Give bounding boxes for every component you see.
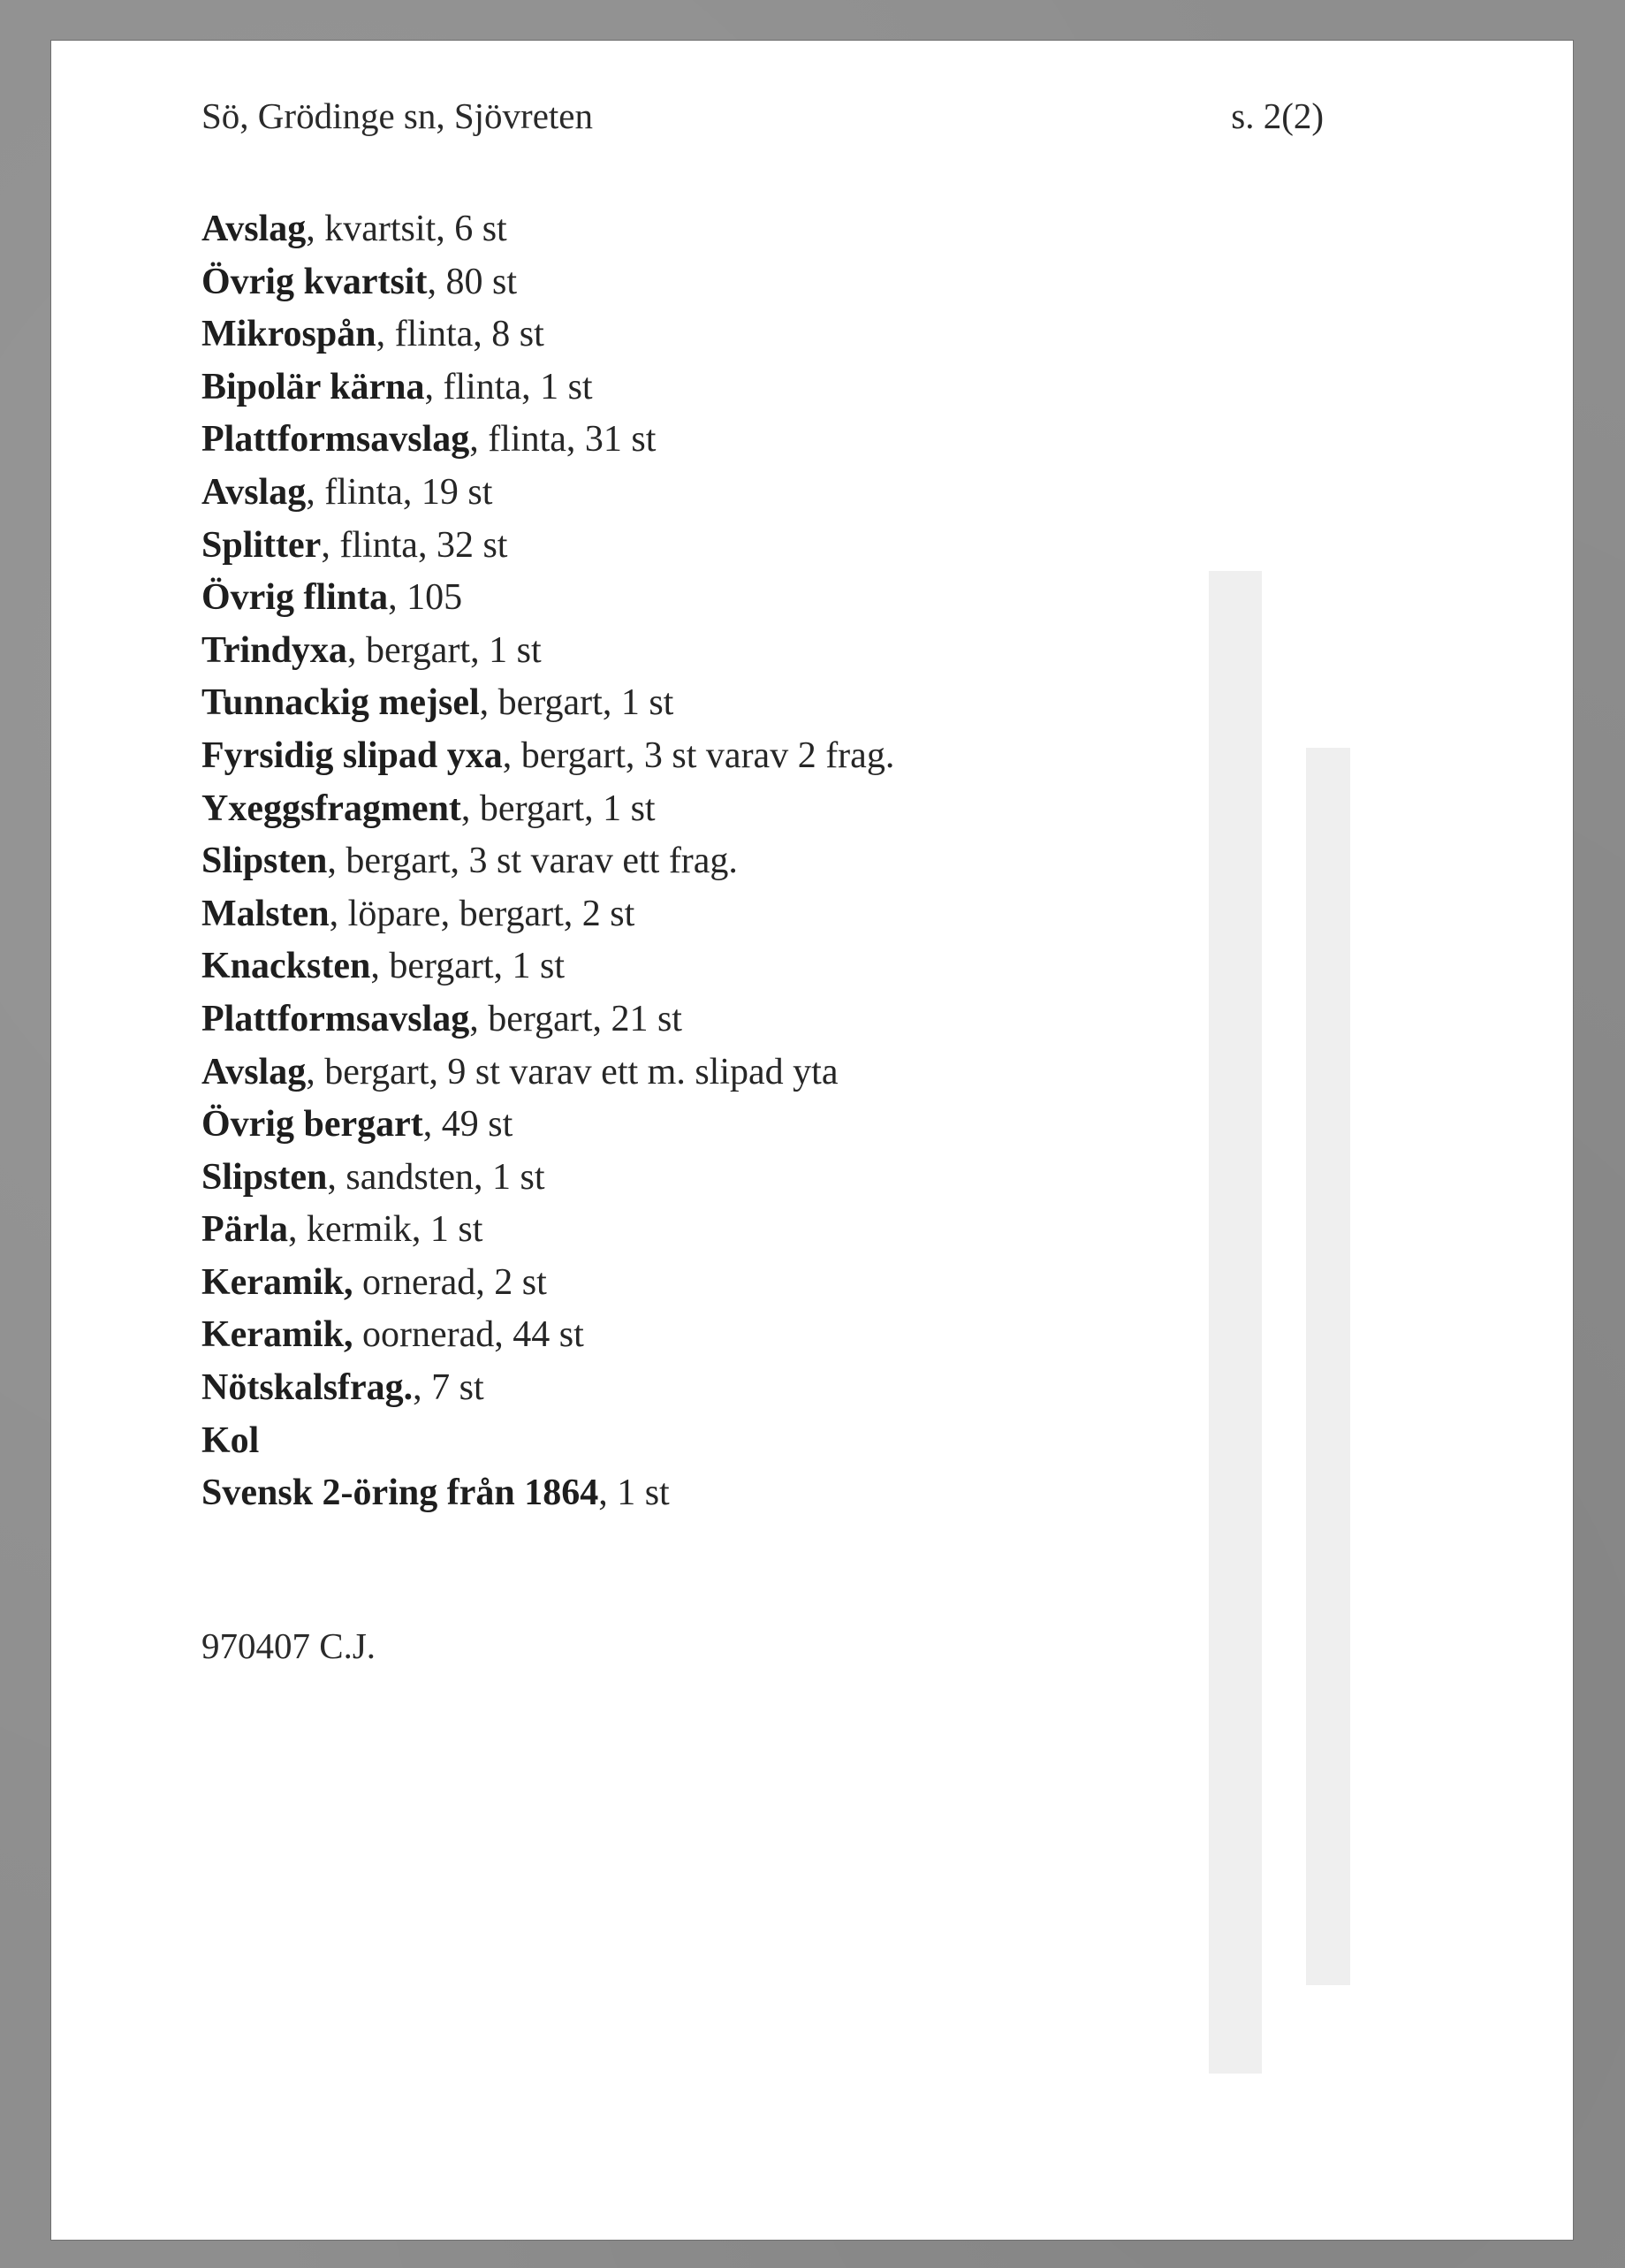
- item-detail: , löpare, bergart, 2 st: [329, 893, 635, 934]
- item-detail: , 49 st: [422, 1104, 513, 1145]
- list-item: [201, 256, 894, 309]
- item-name: Keramik,: [201, 1261, 353, 1303]
- list-item: [201, 677, 894, 730]
- list-item: [201, 730, 894, 783]
- item-detail: , 80 st: [427, 261, 517, 302]
- item-name: Kol: [201, 1419, 260, 1461]
- item-detail: , bergart, 3 st varav 2 frag.: [502, 734, 895, 776]
- item-detail: , flinta, 19 st: [306, 471, 493, 513]
- item-detail: , bergart, 1 st: [460, 788, 656, 829]
- list-item: [201, 940, 894, 993]
- date-signature: 970407 C.J.: [201, 1625, 376, 1666]
- item-name: Slipsten: [201, 1156, 328, 1198]
- item-detail: oornerad, 44 st: [353, 1314, 584, 1356]
- item-detail: ornerad, 2 st: [353, 1261, 547, 1303]
- item-name: Pärla: [201, 1209, 288, 1251]
- faint-watermark: [1173, 571, 1403, 2074]
- list-item: [201, 1309, 894, 1362]
- find-list: [201, 203, 894, 1520]
- item-detail: , 1 st: [598, 1473, 670, 1514]
- item-name: Bipolär kärna: [201, 366, 425, 407]
- item-name: Övrig kvartsit: [201, 261, 428, 302]
- item-name: Fyrsidig slipad yxa: [201, 734, 503, 776]
- list-item: [201, 1046, 894, 1100]
- item-name: Avslag: [201, 471, 307, 513]
- item-name: Avslag: [201, 1051, 307, 1092]
- header-page-number: s. 2(2): [1231, 95, 1324, 136]
- item-name: Tunnackig mejsel: [201, 682, 480, 724]
- list-item: [201, 414, 894, 467]
- item-detail: , flinta, 31 st: [469, 419, 657, 460]
- item-detail: , kermik, 1 st: [287, 1209, 483, 1251]
- list-item: [201, 1204, 894, 1257]
- item-name: Knacksten: [201, 946, 371, 987]
- item-detail: , sandsten, 1 st: [327, 1156, 545, 1198]
- item-name: Övrig bergart: [201, 1104, 423, 1145]
- item-name: Splitter: [201, 524, 322, 566]
- list-item: [201, 1362, 894, 1415]
- list-item: [201, 520, 894, 573]
- item-detail: , 7 st: [413, 1367, 484, 1409]
- item-detail: , bergart, 1 st: [479, 682, 674, 724]
- list-item: [201, 888, 894, 941]
- item-name: Plattformsavslag: [201, 998, 470, 1039]
- item-detail: , bergart, 9 st varav ett m. slipad yta: [306, 1051, 839, 1092]
- page-header: [201, 95, 1324, 148]
- item-name: Mikrospån: [201, 314, 376, 355]
- item-detail: , bergart, 3 st varav ett frag.: [327, 841, 738, 882]
- list-item: [201, 362, 894, 415]
- item-detail: , flinta, 1 st: [424, 366, 593, 407]
- header-location: Sö, Grödinge sn, Sjövreten: [201, 95, 593, 136]
- item-detail: , bergart, 21 st: [469, 998, 682, 1039]
- item-detail: , bergart, 1 st: [346, 629, 542, 671]
- item-name: Trindyxa: [201, 629, 347, 671]
- item-name: Keramik,: [201, 1314, 353, 1356]
- list-item: [201, 1467, 894, 1520]
- item-name: Yxeggsfragment: [201, 788, 461, 829]
- list-item: [201, 1099, 894, 1152]
- item-name: Nötskalsfrag.: [201, 1367, 414, 1409]
- list-item: [201, 203, 894, 256]
- list-item: [201, 572, 894, 625]
- item-name: Övrig flinta: [201, 577, 389, 619]
- item-name: Malsten: [201, 893, 330, 934]
- item-detail: , 105: [388, 577, 463, 619]
- item-detail: , flinta, 8 st: [376, 314, 544, 355]
- list-item: [201, 1257, 894, 1310]
- item-detail: , bergart, 1 st: [370, 946, 566, 987]
- item-name: Svensk 2-öring från 1864: [201, 1473, 599, 1514]
- item-name: Plattformsavslag: [201, 419, 470, 460]
- item-detail: , flinta, 32 st: [321, 524, 508, 566]
- list-item: [201, 1152, 894, 1205]
- list-item: [201, 783, 894, 836]
- list-item: [201, 467, 894, 520]
- list-item: [201, 1415, 894, 1468]
- list-item: [201, 835, 894, 888]
- item-name: Avslag: [201, 209, 307, 249]
- list-item: [201, 625, 894, 678]
- item-detail: , kvartsit, 6 st: [306, 209, 507, 249]
- list-item: [201, 993, 894, 1046]
- item-name: Slipsten: [201, 841, 328, 882]
- list-item: [201, 308, 894, 362]
